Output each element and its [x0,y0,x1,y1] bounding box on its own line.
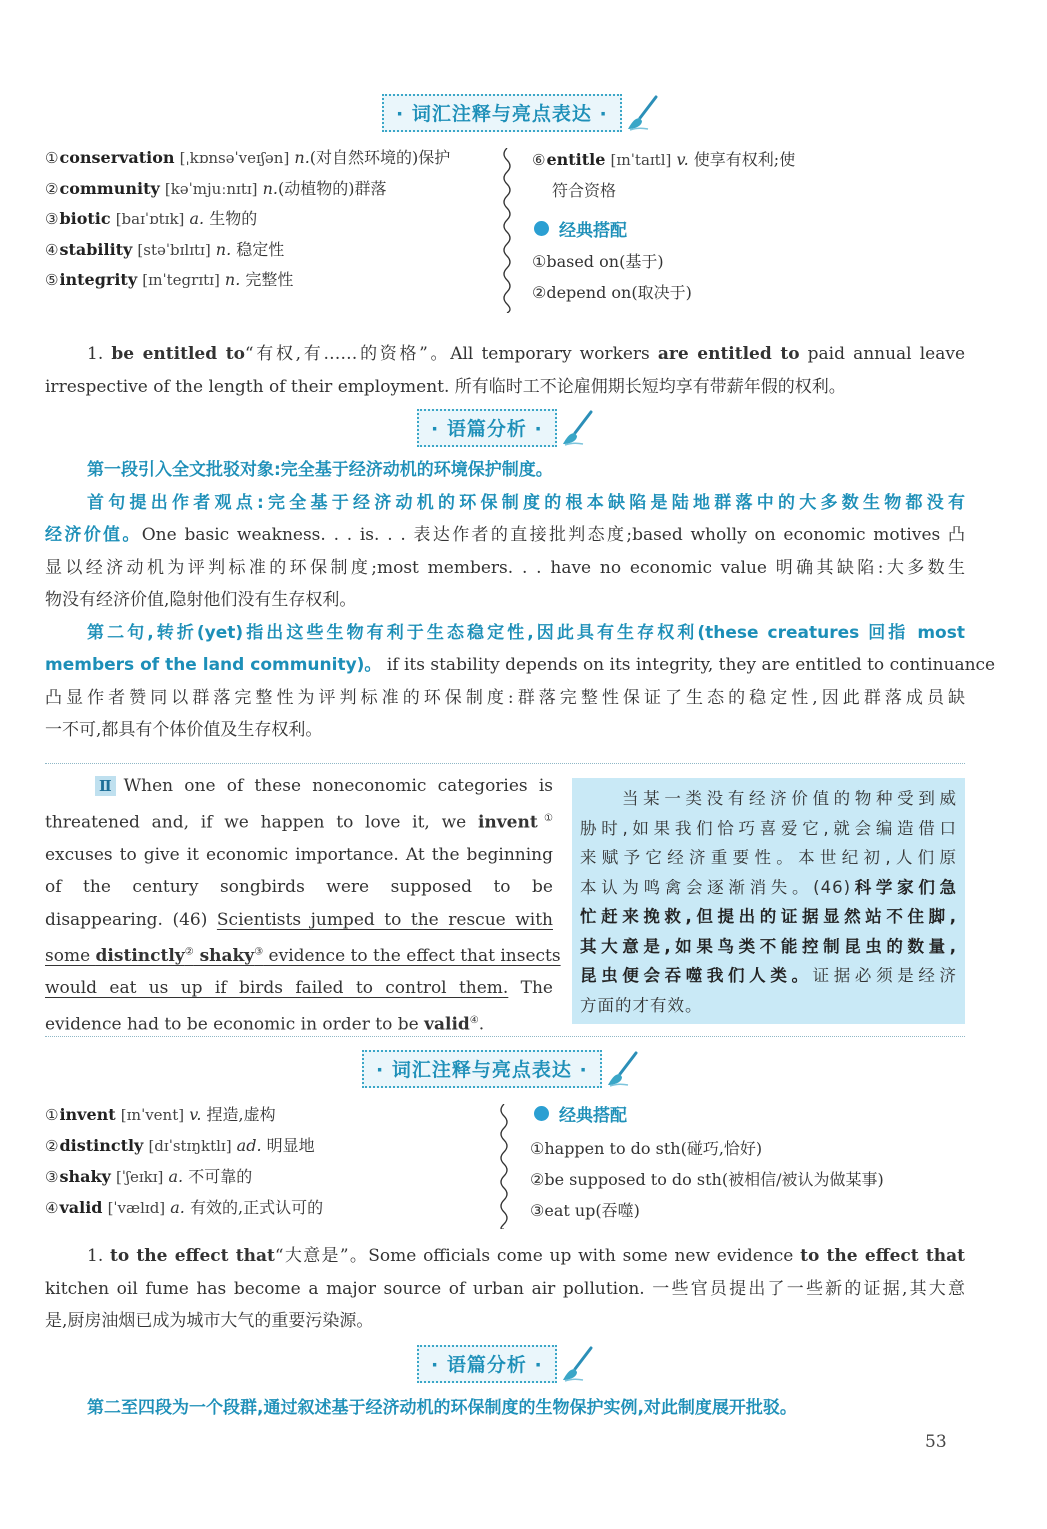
collocation-item: ②be supposed to do sth(被相信/被认为做某事) [530,1170,884,1189]
analysis-line: 第二至四段为一个段群,通过叙述基于经济动机的环保制度的生物保护实例,对此制度展开批驳。 [87,1398,797,1418]
highlight-expression-2 [45,1240,965,1338]
passage-line: threatened and, if we happen to love it, we invent① [45,812,554,833]
brush-icon [606,1050,640,1088]
translation-line: 胁时,如果我们恰巧喜爱它,就会编造借口 [580,818,957,838]
vocab-entry: ④valid [ˈvælɪd] a. 有效的,正式认可的 [45,1198,324,1217]
analysis-line: 显以经济动机为评判标准的环保制度;most members. . . have no economic value 明确其缺陷:大多数生 [45,557,965,578]
section-header-vocab-1 [382,96,660,130]
vocab-entry: ⑥entitle [ɪnˈtaɪtl] v. 使享有权利;使 [532,150,796,169]
analysis-line: 经济价值。One basic weakness. . . is. . . 表达作者的直接批判态度;based wholly on economic motives 凸 [45,525,966,545]
highlight-line: 是,厨房油烟已成为城市大气的重要污染源。 [45,1311,374,1331]
brush-icon [626,94,660,132]
section-header-analysis-1 [417,411,595,445]
vocab-entry: ①conservation [ˌkɒnsəˈveɪʃən] n.(对自然环境的)保护 [45,148,451,167]
dotted-divider [45,763,965,764]
passage-line: of the century songbirds were supposed to be [45,877,553,898]
analysis-line: 凸显作者赞同以群落完整性为评判标准的环保制度:群落完整性保证了生态的稳定性,因此群落成员缺 [45,687,965,708]
highlight-line: 1. be entitled to“有权,有……的资格”。All temporary workers are entitled to paid annual leave [87,344,966,364]
section-header-analysis-2 [417,1347,595,1381]
translation-line: 当某一类没有经济价值的物种受到威 [622,789,957,808]
collocation-item: ①happen to do sth(碰巧,恰好) [530,1139,763,1158]
wavy-divider [500,148,514,313]
discourse-analysis-1 [45,454,996,747]
vocab-entry-continued: 符合资格 [552,181,617,200]
section-label: · 词汇注释与亮点表达 · [362,1050,602,1088]
analysis-line: 一不可,都具有个体价值及生存权利。 [45,720,323,740]
vocab-entry: ③shaky [ˈʃeɪkɪ] a. 不可靠的 [45,1167,253,1186]
translation-line: 忙赶来挽救,但提出的证据显然站不住脚, [580,907,957,926]
collocation-item: ③eat up(吞噬) [530,1201,640,1220]
highlight-line: 1. to the effect that“大意是”。Some officials come up with some new evidence to the effect that [87,1246,965,1266]
translation-line: 其大意是,如果鸟类不能控制昆虫的数量, [580,936,957,956]
passage-line: evidence had to be economic in order to be valid④. [45,1014,485,1035]
section-label: · 语篇分析 · [417,1345,557,1383]
collocation-header: 经典搭配 [534,1101,627,1126]
reading-passage [45,770,561,1041]
vocab-entry: ⑤integrity [ɪnˈtegrɪtɪ] n. 完整性 [45,270,294,289]
collocation-header: 经典搭配 [534,216,627,241]
translation-line: 方面的才有效。 [580,995,703,1015]
passage-line: Ⅱ When one of these noneconomic categories is [45,770,553,803]
discourse-analysis-2 [45,1392,965,1425]
vocab-entry: ①invent [ɪnˈvent] v. 捏造,虚构 [45,1105,276,1124]
page-number: 53 [925,1432,947,1452]
paragraph-number-badge: Ⅱ [95,776,116,796]
analysis-line: 首句提出作者观点:完全基于经济动机的环保制度的根本缺陷是陆地群落中的大多数生物都没有 [87,492,965,513]
dotted-divider [45,1036,965,1037]
translation-line: 来赋予它经济重要性。本世纪初,人们原 [580,848,957,867]
vocab-entry: ②distinctly [dɪˈstɪŋktlɪ] ad. 明显地 [45,1136,315,1155]
bullet-dot-icon [534,221,549,236]
analysis-line: 第一段引入全文批驳对象:完全基于经济动机的环境保护制度。 [87,460,553,480]
translation-line: 本认为鸣禽会逐渐消失。(46)科学家们急 [580,877,958,897]
brush-icon [561,1345,595,1383]
passage-line: excuses to give it economic importance. At the beginning [45,844,553,865]
brush-icon [561,409,595,447]
translation-box [572,778,965,1024]
section-label: · 语篇分析 · [417,409,557,447]
vocab-entry: ②community [kəˈmjuːnɪtɪ] n.(动植物的)群落 [45,179,387,198]
vocab-entry: ③biotic [baɪˈɒtɪk] a. 生物的 [45,209,258,228]
collocation-item: ②depend on(取决于) [532,283,692,302]
section-header-vocab-2 [362,1052,640,1086]
highlight-line: kitchen oil fume has become a major source of urban air pollution. 一些官员提出了一些新的证据,其大意 [45,1278,965,1299]
analysis-line: 物没有经济价值,隐射他们没有生存权利。 [45,590,357,610]
wavy-divider [497,1104,511,1229]
passage-line: some distinctly② shaky③ evidence to the effect that insects [45,945,561,966]
bullet-dot-icon [534,1106,549,1121]
collocation-item: ①based on(基于) [532,252,664,271]
passage-line: disappearing. (46) Scientists jumped to the rescue with [45,909,553,930]
section-label: · 词汇注释与亮点表达 · [382,94,622,132]
translation-line: 昆虫便会吞噬我们人类。证据必须是经济 [580,966,958,985]
analysis-line: 第二句,转折(yet)指出这些生物有利于生态稳定性,因此具有生存权利(these creatures 回指 most [87,622,965,643]
analysis-line: members of the land community)。 if its stability depends on its integrity, they are entitled to continuance [45,655,996,675]
passage-line: would eat us up if birds failed to control them. The [45,978,553,999]
highlight-expression-1 [45,338,965,403]
highlight-line: irrespective of the length of their employment. 所有临时工不论雇佣期长短均享有带薪年假的权利。 [45,376,846,397]
vocab-entry: ④stability [stəˈbɪlɪtɪ] n. 稳定性 [45,240,285,259]
